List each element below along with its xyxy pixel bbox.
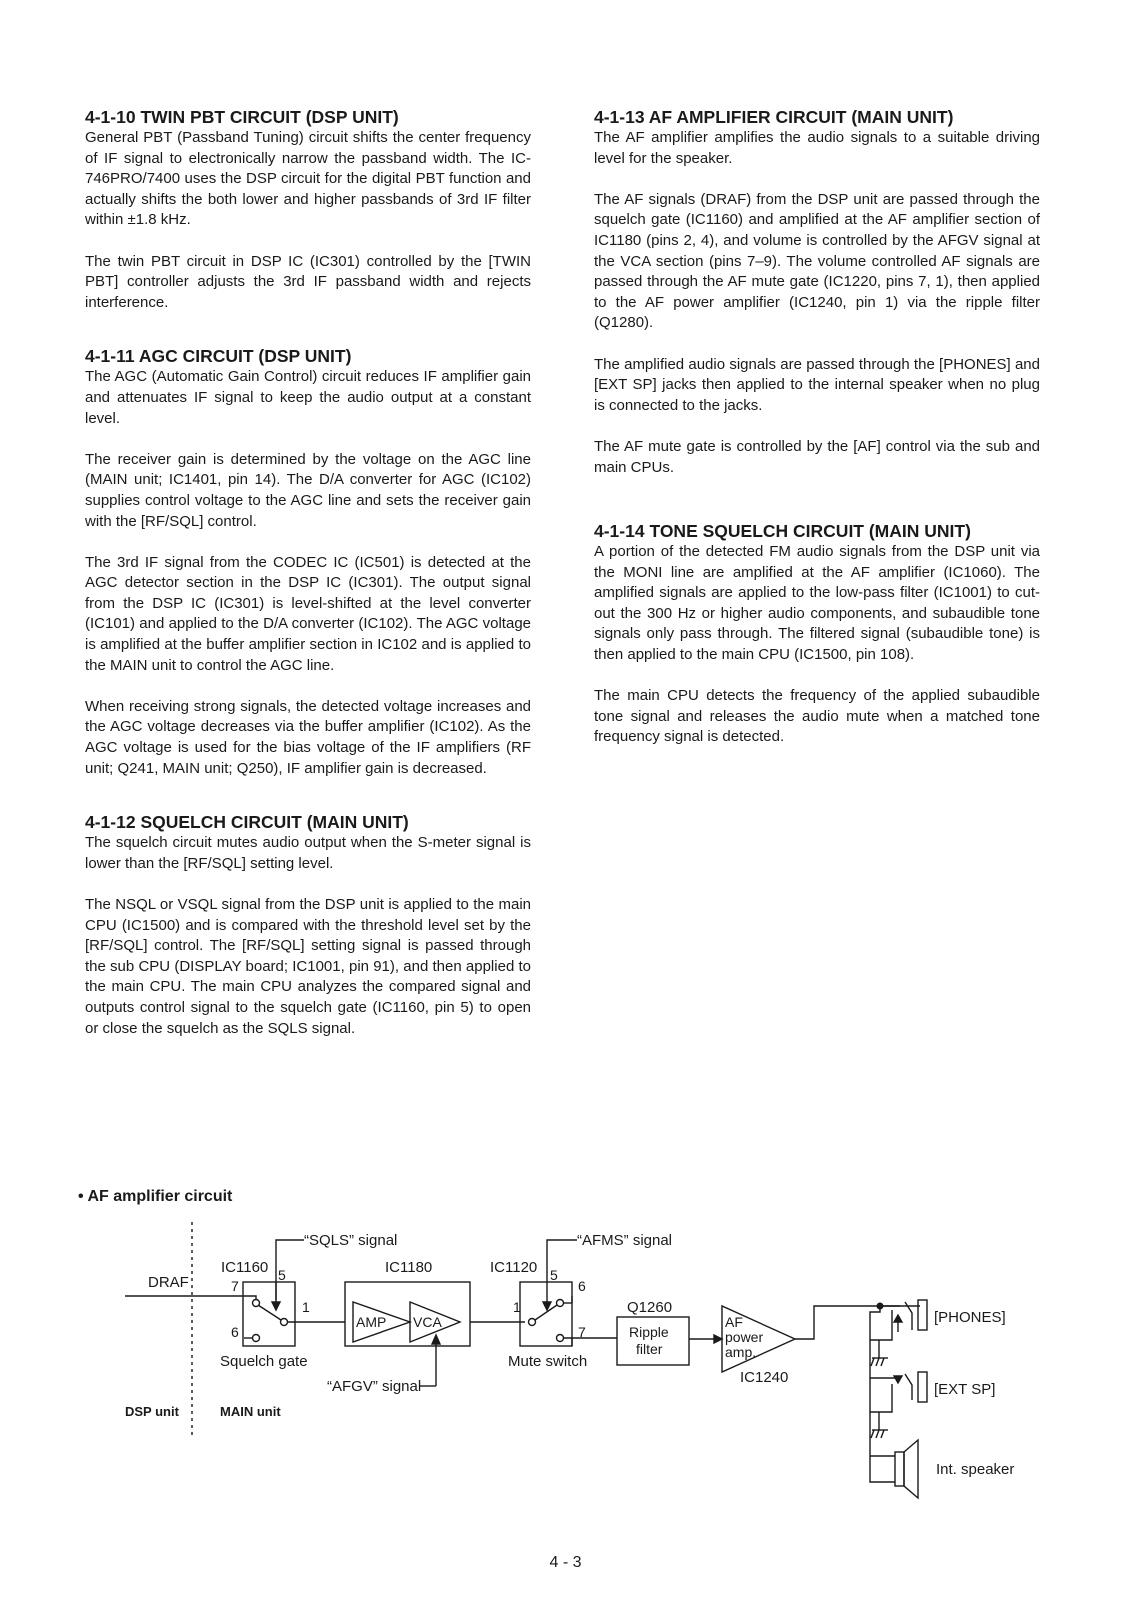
filter-label: filter xyxy=(636,1341,663,1357)
paragraph: The AF signals (DRAF) from the DSP unit are passed through the squelch gate (IC1160) and amplified at the AF amplifier section of IC1180 (pins 2, 4), and volume is controlled by the AFGV signal at the VCA section (pins 7–9). The volume controlled AF signals are passed through the AF mute gate (IC1220, pins 7, 1), then applied to the AF power amplifier (IC1240, pin 1) via the ripple filter (Q1280). xyxy=(594,190,1040,332)
ic1160-label: IC1160 xyxy=(221,1259,269,1276)
switch-contact xyxy=(253,1335,260,1342)
mute-switch-box xyxy=(520,1282,572,1346)
power-label: power xyxy=(725,1329,764,1345)
squelch-gate-label: Squelch gate xyxy=(220,1353,308,1370)
phones-label: [PHONES] xyxy=(934,1309,1006,1326)
mute-switch-label: Mute switch xyxy=(508,1353,588,1370)
arrowhead xyxy=(432,1335,440,1344)
speaker-cone-icon xyxy=(904,1440,918,1498)
speaker-line xyxy=(870,1456,895,1482)
paragraph: The AF mute gate is controlled by the [AF] control via the sub and main CPUs. xyxy=(594,437,1040,476)
paragraph: The AGC (Automatic Gain Control) circuit reduces IF amplifier gain and attenuates IF signal to keep the audio output at a constant level. xyxy=(85,368,531,427)
paragraph: The receiver gain is determined by the voltage on the AGC line (MAIN unit; IC1401, pin 14). The D/A converter for AGC (IC102) supplies control voltage to the AGC line and sets the receiver gain with the [RF/SQL] control. xyxy=(85,450,531,530)
af-label: AF xyxy=(725,1314,743,1330)
pin-label: 5 xyxy=(550,1267,558,1283)
paragraph: The main CPU detects the frequency of the applied subaudible tone signal and releases the audio mute when a matched tone frequency signal is detected. xyxy=(594,687,1040,746)
section-heading: 4-1-14 TONE SQUELCH CIRCUIT (MAIN UNIT) xyxy=(594,521,971,542)
paragraph: The amplified audio signals are passed through the [PHONES] and [EXT SP] jacks then applied to the internal speaker when no plug is connected to the jacks. xyxy=(594,355,1040,414)
main-unit-label: MAIN unit xyxy=(220,1404,281,1419)
ground-symbol xyxy=(871,1358,888,1366)
arrowhead xyxy=(894,1376,902,1383)
switch-contact xyxy=(281,1319,288,1326)
arrowhead xyxy=(894,1315,902,1322)
afgv-signal-label: “AFGV” signal xyxy=(327,1378,422,1395)
switch-contact xyxy=(557,1335,564,1342)
draf-label: DRAF xyxy=(148,1274,189,1291)
diagram-caption: • AF amplifier circuit xyxy=(78,1188,233,1205)
phones-return-line xyxy=(870,1306,892,1340)
afms-signal-label: “AFMS” signal xyxy=(577,1232,673,1249)
paragraph: The twin PBT circuit in DSP IC (IC301) controlled by the [TWIN PBT] controller adjusts the 3rd IF passband width and rejects interference. xyxy=(85,252,531,311)
pin-label: 7 xyxy=(231,1278,239,1294)
pin-label: 6 xyxy=(578,1278,586,1294)
ext-sp-jack-body xyxy=(918,1372,927,1402)
ext-sp-line xyxy=(870,1340,900,1378)
ic1120-label: IC1120 xyxy=(490,1259,538,1276)
dsp-unit-label: DSP unit xyxy=(125,1404,179,1419)
section-heading: 4-1-12 SQUELCH CIRCUIT (MAIN UNIT) xyxy=(85,812,409,833)
switch-contact xyxy=(529,1319,536,1326)
arrowhead xyxy=(714,1335,722,1343)
arrowhead xyxy=(543,1302,551,1310)
ext-sp-return-line xyxy=(870,1378,892,1412)
ext-sp-jack-contact xyxy=(905,1374,912,1400)
paragraph: A portion of the detected FM audio signals from the DSP unit via the MONI line are amplified at the AF amplifier (IC1060). The amplified signals are applied to the low-pass filter (IC1001) to cut-out the 300 Hz or higher audio components, and subaudible tone signals only pass through. The filtered signal (subaudible tone) is then applied to the main CPU (IC1500, pin 108). xyxy=(594,543,1040,664)
draf-line xyxy=(125,1296,256,1300)
pin-label: 1 xyxy=(513,1299,521,1315)
pin-label: 6 xyxy=(231,1324,239,1340)
paragraph: The squelch circuit mutes audio output when the S-meter signal is lower than the [RF/SQL] setting level. xyxy=(85,834,531,872)
ic1180-label: IC1180 xyxy=(385,1259,433,1276)
pin-label: 1 xyxy=(302,1299,310,1315)
q1260-label: Q1260 xyxy=(627,1299,673,1316)
section-heading: 4-1-11 AGC CIRCUIT (DSP UNIT) xyxy=(85,346,352,367)
paragraph: The AF amplifier amplifies the audio signals to a suitable driving level for the speaker. xyxy=(594,129,1040,167)
phones-jack-body xyxy=(918,1300,927,1330)
arrowhead xyxy=(272,1302,280,1310)
amp-short-label: amp. xyxy=(725,1344,757,1360)
int-speaker-label: Int. speaker xyxy=(936,1461,1015,1478)
page-number: 4 - 3 xyxy=(549,1554,582,1571)
ripple-label: Ripple xyxy=(629,1324,669,1340)
signal-line xyxy=(563,1338,572,1346)
paragraph: General PBT (Passband Tuning) circuit shifts the center frequency of IF signal to electronically narrow the passband width. The IC-746PRO/7400 uses the DSP circuit for the digital PBT function and actually shifts the both lower and higher passbands of 3rd IF filter within ±1.8 kHz. xyxy=(85,129,531,229)
ext-sp-label: [EXT SP] xyxy=(934,1381,996,1398)
amp-label: AMP xyxy=(356,1314,387,1330)
ground-symbol xyxy=(871,1430,888,1438)
paragraph: The 3rd IF signal from the CODEC IC (IC501) is detected at the AGC detector section in the DSP IC (IC301). The output signal from the DSP IC (IC301) is level-shifted at the level converter (IC101) and applied to the D/A converter (IC102). The AGC voltage is amplified at the buffer amplifier section in IC102 and is applied to the MAIN unit to control the AGC line. xyxy=(85,553,531,674)
section-heading: 4-1-10 TWIN PBT CIRCUIT (DSP UNIT) xyxy=(85,107,399,127)
paragraph: When receiving strong signals, the detected voltage increases and the AGC voltage decreases via the buffer amplifier (IC102). As the AGC voltage is used for the bias voltage of the IF amplifiers (RF unit; Q241, MAIN unit; Q250), IF amplifier gain is decreased. xyxy=(85,697,531,777)
vca-label: VCA xyxy=(413,1314,442,1330)
speaker-magnet xyxy=(895,1452,904,1486)
ic1240-label: IC1240 xyxy=(740,1369,789,1386)
sqls-signal-label: “SQLS” signal xyxy=(304,1232,398,1249)
paragraph: The NSQL or VSQL signal from the DSP unit is applied to the main CPU (IC1500) and is compared with the threshold level set by the [RF/SQL] control. The [RF/SQL] setting signal is passed through the sub CPU (DISPLAY board; IC1001, pin 91), and then applied to the main CPU. The main CPU analyzes the compared signal and outputs control signal to the squelch gate (IC1160, pin 5) to open or close the squelch as the SQLS signal. xyxy=(85,896,531,1037)
switch-contact xyxy=(557,1300,564,1307)
section-heading: 4-1-13 AF AMPLIFIER CIRCUIT (MAIN UNIT) xyxy=(594,107,954,127)
pin-label: 5 xyxy=(278,1267,286,1283)
pin-label: 7 xyxy=(578,1324,586,1340)
squelch-gate-box xyxy=(243,1282,295,1346)
